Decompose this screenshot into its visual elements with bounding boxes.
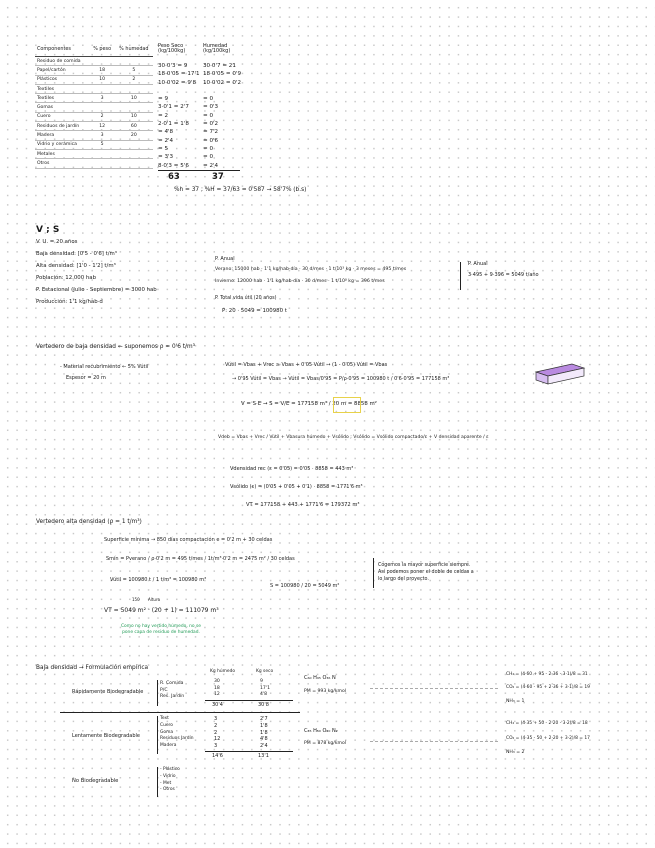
section-divider (60, 712, 300, 713)
table-cell: Otros (35, 159, 90, 168)
vs-line: P. Estacional (Julio - Septiembre) = 3000 hab (36, 287, 157, 293)
rapid-bracket (157, 680, 158, 706)
humedad-total: 37 (212, 172, 224, 182)
slow-hum: 3 (214, 716, 218, 722)
table-cell: Cuero (35, 112, 90, 121)
table-cell: Plásticos (35, 75, 90, 84)
peso-value (158, 87, 200, 95)
rapid-item: P/C (160, 687, 168, 693)
table-cell: 10 (115, 94, 153, 103)
rapid-hum-values (214, 679, 220, 699)
no-bio-bracket (157, 767, 158, 797)
vs-line: Producción: 1'1 kg/hab·d (36, 299, 103, 305)
alta-line: Superficie mínima → 850 días compactación e = 0'2 m + 30 celdas (104, 537, 273, 543)
p-anual-heading: P. Anual (468, 261, 488, 267)
highlight-box (333, 397, 361, 413)
slow-item: Residuos Jardín (160, 736, 194, 742)
table-cell: 3 (90, 94, 115, 103)
hum-value: 30·0'7 = 21 (203, 63, 236, 69)
peso-value: 30·0'3 = 9 (158, 63, 188, 69)
table-row (35, 112, 153, 121)
table-cell (115, 103, 153, 112)
table-cell: Textiles (35, 84, 90, 93)
table-cell (115, 159, 153, 168)
baja-eq: V = S·E → S = V/E = 177158 m³ / 20 m = 8858 m² (241, 401, 377, 407)
table-cell: 12 (90, 122, 115, 131)
peso-value: = 9 (158, 96, 169, 103)
table-cell: 20 (115, 131, 153, 140)
peso-value: = 4'8 (158, 129, 174, 136)
alta-smin: Smín = Pverano / ρ·0'2 m = 495 t/mes / 1t/m³·0'2 m = 2475 m² / 30 celdas (106, 556, 295, 562)
alta-sup2: Altura (148, 597, 161, 602)
slow-hum: 2 (214, 729, 218, 736)
green-annotation: Como no hay vertido húmedo, no se pone capa de residuo de humedad. (120, 624, 202, 635)
vs-line: Población: 12.000 hab (36, 275, 97, 281)
table-cell: 5 (90, 140, 115, 149)
table-cell: 18 (90, 66, 115, 75)
table-cell (90, 103, 115, 112)
slow-total-line (205, 751, 293, 752)
slow-pm: PM = 878 kg/kmol (304, 741, 347, 746)
alta-vutil: Vútil = 100980 t / 1 t/m³ = 100980 m³ (110, 577, 207, 583)
baja-eq: Vsólido (ε) = (0'05 + 0'05 + 0'1) · 8858 = 1771'6 m³ (230, 484, 363, 490)
table-header-row (35, 42, 153, 57)
baja-bullet: Espesor = 20 m (66, 375, 106, 381)
baja-heading: Vertedero de baja densidad ← suponemos ρ = 0'6 t/m³ (36, 344, 195, 350)
hum-value: = 0'2 (203, 121, 219, 128)
kg-seco-head: Kg seco (256, 669, 274, 674)
slow-item: Goma (160, 729, 174, 735)
vs-line: Baja densidad: [0'5 - 0'6] t/m³ (36, 251, 117, 257)
rapid-seco: 9 (260, 679, 263, 684)
slow-nh3: NH₃ = 2 (506, 750, 525, 755)
hum-value: 10·0'02 = 0'2 (203, 79, 242, 86)
table-cell: 3 (90, 131, 115, 140)
slow-items (160, 716, 194, 750)
table-cell: 2 (90, 112, 115, 121)
rapid-seco-total: 30'8 (258, 702, 269, 708)
alta-vt: VT = 5049 m² · (20 + 1) = 111079 m³ (104, 607, 219, 614)
hum-value: 18·0'05 = 0'9 (203, 71, 242, 78)
slow-hum-total: 14'6 (212, 753, 223, 759)
table-cell: 60 (115, 122, 153, 131)
table-row (35, 75, 153, 84)
slow-seco: 2'4 (260, 743, 268, 750)
slow-item: Madera (160, 743, 177, 749)
table-cell: 5 (115, 66, 153, 75)
peso-value: = 2'4 (158, 137, 174, 144)
hum-value: = 2'4 (203, 162, 219, 169)
table-row (35, 140, 153, 149)
rapid-faint-line (370, 688, 498, 689)
rapid-label: Rápidamente Biodegradable (72, 689, 144, 695)
table-cell (115, 84, 153, 93)
table-row (35, 94, 153, 103)
formula-heading: Baja densidad → Formulación empírica (36, 665, 149, 671)
no-bio-item: - Otros (160, 787, 175, 793)
peso-value: 3·0'1 = 2'7 (158, 104, 189, 111)
baja-eq: VT = 177158 + 443 + 1771'6 = 179372 m³ (246, 502, 360, 508)
rapid-hum-total: 30'4 (212, 702, 223, 708)
peso-seco-column (158, 62, 200, 170)
baja-eq: → 0'95 Vútil = Vbas → Vútil = Vbas/0'95 = P/ρ·0'95 = 100980 t / 0'6·0'95 = 177158 m³ (232, 376, 450, 382)
hum-value: = 0'6 (203, 137, 219, 144)
baja-eq: Vútil = Vbas + Vrec ≥ Vbas + 0'05·Vútil → (1 - 0'05) Vútil = Vbas (225, 362, 388, 368)
hum-value: = 0 (203, 145, 214, 152)
table-cell (90, 57, 115, 66)
rapid-hum: 30 (214, 679, 220, 684)
slow-faint-line (370, 741, 498, 742)
totals-divider (158, 170, 240, 171)
table-cell: Gomas (35, 103, 90, 112)
alta-heading: Vertedero alta densidad (ρ = 1 t/m³) (36, 519, 142, 525)
baja-eq: Vdeb = Vbas + Vrec / Vútil + Vbasura húmedo + Vsólido ; Vsólido = Vsólido compactado/ε + V densidad aparente / ε (218, 435, 489, 440)
rapid-pm: PM = 993 kg/kmol (304, 689, 347, 694)
table-cell (115, 140, 153, 149)
ptotal-label: P. Total vida útil (20 años) (215, 296, 277, 301)
table-row (35, 131, 153, 140)
note-bracket (373, 558, 374, 588)
ptotal-value: P: 20 · 5049 = 100980 t (222, 308, 287, 314)
slow-seco: 2'7 (260, 716, 268, 722)
table-cell: Madera (35, 131, 90, 140)
peso-value: = 2 (158, 112, 169, 119)
table-cell (90, 84, 115, 93)
rapid-nh3: NH₃ = 1 (506, 699, 525, 704)
kg-humedo-head: Kg húmedo (210, 669, 236, 674)
slow-hum: 3 (214, 743, 218, 750)
p-anual-label: P. Anual (215, 256, 235, 262)
rapid-hum: 18 (214, 685, 220, 691)
table-row (35, 122, 153, 131)
baja-bullet: - Material recubrimiento ← 5% Vútil (60, 364, 149, 370)
peso-value: = 3'3 (158, 154, 174, 161)
components-table (35, 42, 153, 169)
table-cell: Textiles (35, 94, 90, 103)
no-bio-item: - Vidrio (160, 773, 176, 779)
rapid-item: R. Comida (160, 681, 184, 686)
rapid-co2: CO₂ = (4·60 - 95 + 2·36 + 3·1)/8 = 19 (506, 685, 590, 690)
slow-seco: 1'8 (260, 722, 268, 729)
slow-item: Cuero (160, 722, 173, 728)
slow-seco: 1'8 (260, 729, 268, 736)
table-row (35, 159, 153, 168)
hum-value: = 0 (203, 112, 214, 119)
table-cell (115, 149, 153, 158)
peso-value: 18·0'05 = 17'1 (158, 71, 200, 78)
table-cell: 2 (115, 75, 153, 84)
vs-line: Alta densidad: [1'0 - 1'2] t/m³ (36, 263, 116, 269)
table-cell: 10 (115, 112, 153, 121)
rapid-item: Res. Jardín (160, 694, 185, 699)
rapid-hum: 12 (214, 692, 220, 697)
table-row (35, 84, 153, 93)
slow-hum: 2 (214, 722, 218, 729)
slow-seco-total: 13'1 (258, 753, 269, 759)
invierno-equation: Invierno: 12000 hab · 1'1 kg/hab·día · 30 d/mes · 1 t/10³ kg = 396 t/mes (215, 279, 385, 284)
alta-sdiv: S = 100980 / 20 = 5049 m² (270, 583, 340, 589)
table-row (35, 57, 153, 66)
hum-value: = 0'3 (203, 104, 219, 111)
table-header-cell: % peso (90, 42, 115, 57)
slow-seco: 4'8 (260, 736, 268, 743)
hum-value: = 0 (203, 154, 214, 161)
rapid-seco-values (260, 679, 270, 699)
slow-seco-values (260, 716, 268, 750)
table-header-cell: Componentes (35, 42, 90, 57)
humedad-column (203, 62, 241, 170)
slow-hum-values (214, 716, 220, 750)
table-cell: 10 (90, 75, 115, 84)
table-cell: Residuo de comida (35, 57, 90, 66)
p-anual-calc: 3·495 + 9·396 = 5049 t/año (468, 272, 539, 278)
alta-note: Cogemos la mayor superficie siempre. Así podemos poner el doble de celdas a lo largo del proyecto. (378, 563, 474, 582)
table-cell: Papel/cartón (35, 66, 90, 75)
rapid-formula: C₆₀ H₉₅ O₃₆ N (304, 675, 336, 681)
slow-bracket (157, 716, 158, 754)
peso-value: 10·0'02 = 9'8 (158, 79, 197, 86)
vs-heading: V ; S (36, 225, 60, 235)
slow-item: Text (160, 716, 169, 721)
peso-value: 2·0'1 = 1'8 (158, 121, 189, 128)
table-row (35, 103, 153, 112)
table-cell: Metales (35, 149, 90, 158)
slow-ch4: CH₄ = (4·35 + 50 - 2·20 - 3·2)/8 = 18 (506, 721, 588, 726)
alta-sup1: 150 (132, 597, 140, 602)
no-bio-item: - Met (160, 780, 172, 786)
slow-formula: C₃₅ H₅₀ O₂₀ N₂ (304, 728, 338, 734)
no-bio-item: - Plástico (160, 767, 180, 772)
hum-value: = 7'2 (203, 129, 219, 136)
peso-total: 63 (168, 172, 180, 182)
rapid-total-line (205, 700, 293, 701)
hum-value: = 0 (203, 96, 214, 103)
no-bio-items (160, 767, 180, 794)
table-row (35, 66, 153, 75)
humidity-result: %h = 37 ; %H = 37/63 = 0'587 → 58'7% (b.s) (174, 187, 307, 193)
bracket-line (460, 262, 461, 290)
verano-equation: Verano: 15000 hab · 1'1 kg/hab·día · 30 d/mes · 1 t/10³ kg · 3 meses = 495 t/mes (215, 267, 407, 272)
rapid-seco: 17'1 (260, 685, 271, 691)
peso-value: 8·0'3 = 5'6 (158, 162, 189, 169)
peso-value: = 5 (158, 145, 169, 152)
table-cell (115, 57, 153, 66)
slow-co2: CO₂ = (4·35 - 50 + 2·20 + 3·2)/8 = 17 (506, 736, 590, 741)
table-cell: Vidrio y cerámica (35, 140, 90, 149)
slow-label: Lentamente Biodegradable (72, 733, 141, 739)
table-cell (90, 149, 115, 158)
rapid-seco: 4'8 (260, 692, 268, 697)
humedad-heading: Humedad (kg/100kg) (203, 43, 231, 54)
peso-seco-heading: Peso Seco (kg/100kg) (158, 43, 186, 54)
table-row (35, 149, 153, 158)
rapid-items (160, 681, 204, 701)
hum-value (203, 87, 241, 95)
landfill-box-sketch (532, 354, 588, 388)
table-cell (90, 159, 115, 168)
slow-hum: 12 (214, 736, 221, 743)
baja-eq: Vdensidad rec (ε = 0'05) = 0'05 · 8858 = 443 m³ (230, 466, 354, 472)
table-header-cell: % humedad (115, 42, 153, 57)
vs-line: V. U. = 20 años (36, 239, 78, 245)
table-cell: Residuos de jardín (35, 122, 90, 131)
rapid-ch4: CH₄ = (4·60 + 95 - 2·36 - 3·1)/8 = 31 (506, 672, 588, 677)
no-bio-label: No Biodegradable (72, 778, 119, 784)
